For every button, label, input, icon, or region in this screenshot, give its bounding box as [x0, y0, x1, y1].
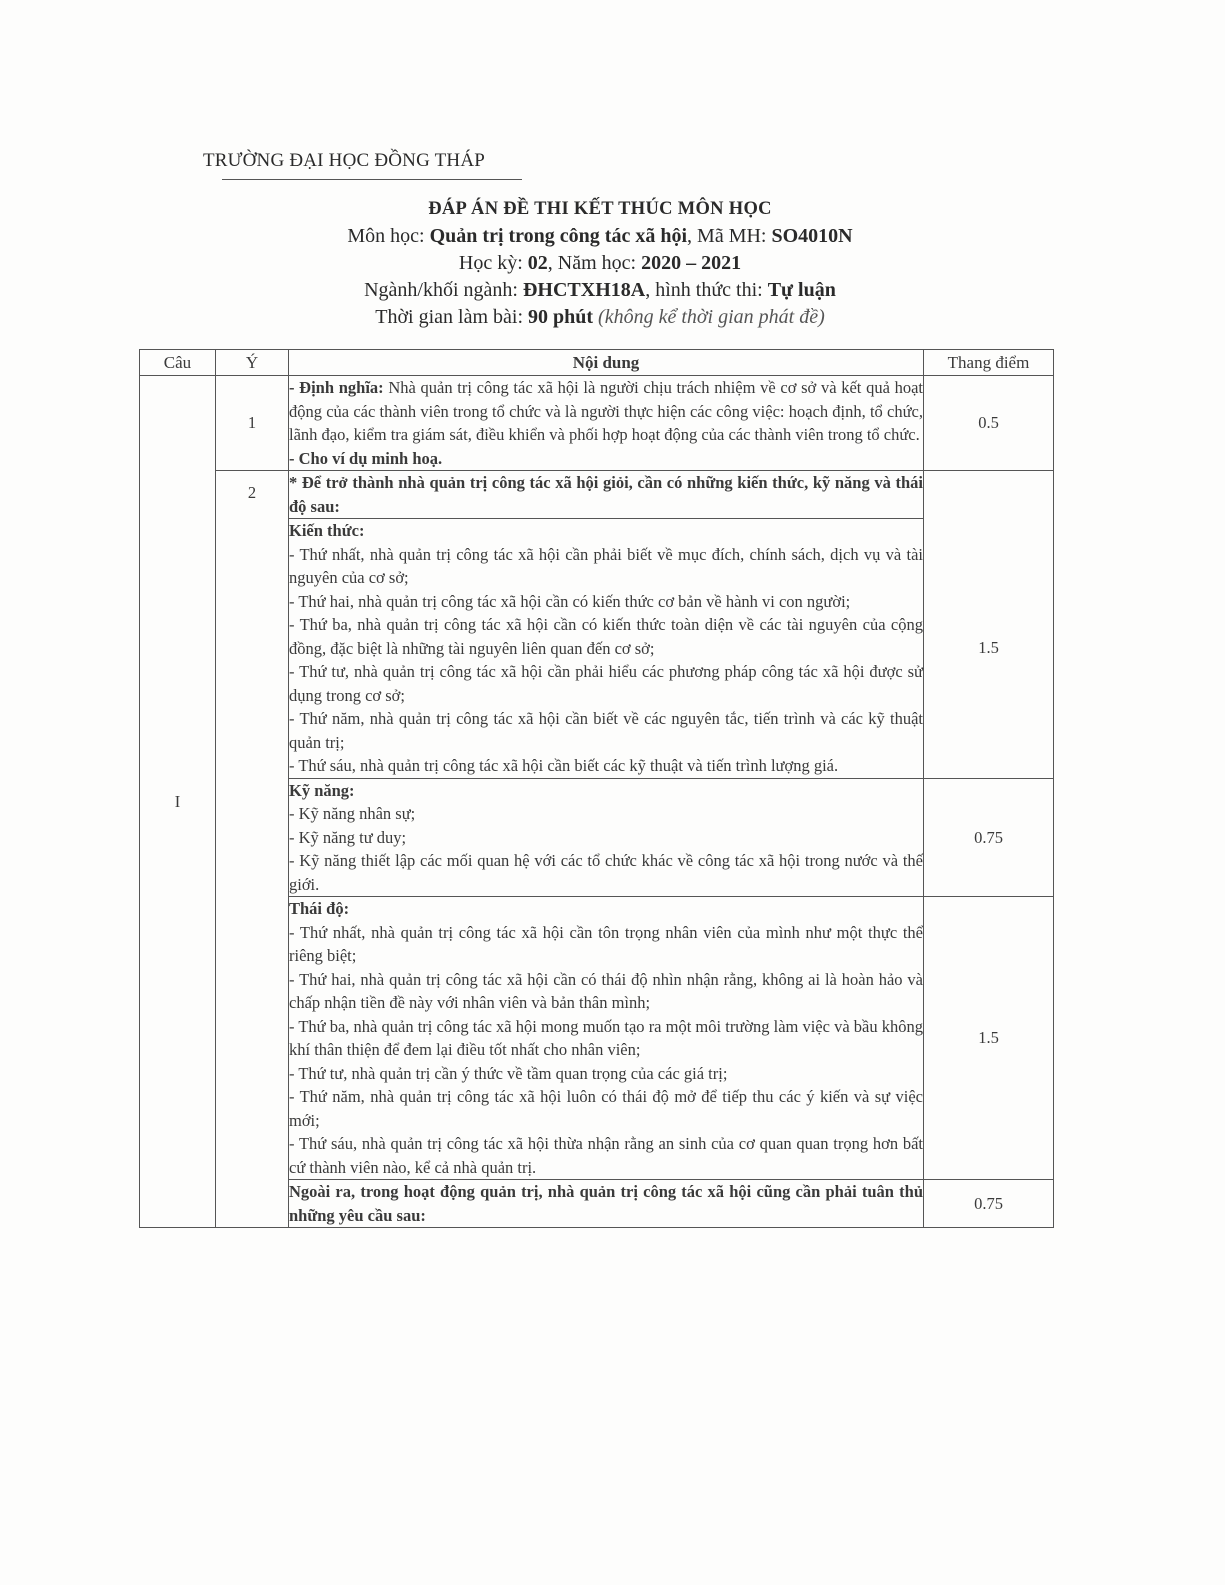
knowledge-item: - Thứ nhất, nhà quản trị công tác xã hội cần phải biết về mục đích, chính sách, dịch vụ và tài nguyên của cơ sở;: [289, 544, 923, 587]
time-prefix: Thời gian làm bài:: [375, 306, 528, 328]
school-underline: [222, 179, 522, 180]
definition-text: Nhà quản trị công tác xã hội là người chịu trách nhiệm về cơ sở và kết quả hoạt động của các thành viên trong tổ chức và là người thực hiện các công việc: hoạch định, tổ chức, lãnh đạo, kiểm tra giám sát, điều khiển và phối hợp hoạt động của các thành viên trong tổ chức.: [289, 378, 923, 444]
subject-prefix: Môn học:: [347, 225, 430, 247]
y-continued: [216, 778, 289, 897]
major-value: ĐHCTXH18A: [522, 279, 646, 301]
score-knowledge: 1.5: [924, 519, 1054, 779]
row-knowledge: [140, 519, 1054, 779]
table-header-row: [140, 350, 1054, 376]
skills-item: - Kỹ năng nhân sự;: [289, 804, 416, 823]
code-prefix: , Mã MH:: [687, 225, 772, 247]
year-prefix: , Năm học:: [547, 252, 642, 274]
major-prefix: Ngành/khối ngành:: [364, 279, 523, 301]
answer-table: [139, 349, 1054, 1228]
subject-name: Quản trị trong công tác xã hội: [429, 225, 688, 247]
attitude-item: - Thứ năm, nhà quản trị công tác xã hội luôn có thái độ mở để tiếp thu các ý kiến và sự việc mới;: [289, 1087, 923, 1130]
subject-code: SO4010N: [771, 225, 853, 247]
term-prefix: Học kỳ:: [458, 252, 528, 274]
header-score: Thang điểm: [924, 350, 1054, 376]
exam-header: [150, 196, 1050, 331]
y-number-2: 2: [216, 471, 289, 519]
header-cau: Câu: [140, 350, 216, 376]
content-attitude: [289, 897, 924, 1180]
knowledge-item: - Thứ hai, nhà quản trị công tác xã hội cần có kiến thức cơ bản về hành vi con người;: [289, 591, 851, 611]
header-content: Nội dung: [289, 350, 924, 376]
exam-title: ĐÁP ÁN ĐỀ THI KẾT THÚC MÔN HỌC: [428, 199, 772, 219]
knowledge-item: - Thứ ba, nhà quản trị công tác xã hội cần có kiến thức toàn diện về các tài nguyên của cộng đồng, đặc biệt là những tài nguyên liên quan đến cơ sở;: [289, 615, 923, 658]
score-additional: 0.75: [924, 1180, 1054, 1228]
content-skills: [289, 778, 924, 897]
header-y: Ý: [216, 350, 289, 376]
intro-text: * Để trở thành nhà quản trị công tác xã hội giỏi, cần có những kiến thức, kỹ năng và thái độ sau:: [289, 473, 923, 516]
content-additional: [289, 1180, 924, 1228]
form-value: Tự luận: [767, 279, 836, 301]
attitude-item: - Thứ hai, nhà quản trị công tác xã hội cần có thái độ nhìn nhận rằng, không ai là hoàn hảo và chấp nhận tiền đề này với nhân viên và bản thân mình;: [289, 969, 923, 1012]
major-line: [150, 277, 1050, 304]
time-value: 90 phút: [528, 306, 594, 328]
attitude-item: - Thứ sáu, nhà quản trị công tác xã hội thừa nhận rằng an sinh của cơ quan quan trọng hơn bất cứ thành viên nào, kể cả nhà quản trị.: [289, 1134, 923, 1177]
y-continued: [216, 519, 289, 779]
time-line: [150, 304, 1050, 331]
score-skills: 0.75: [924, 778, 1054, 897]
row-skills: [140, 778, 1054, 897]
knowledge-item: - Thứ sáu, nhà quản trị công tác xã hội cần biết các kỹ thuật và tiến trình lượng giá.: [289, 756, 839, 775]
skills-label: Kỹ năng:: [289, 780, 355, 800]
row-y1: [140, 376, 1054, 471]
content-definition: [289, 376, 924, 471]
y-continued: [216, 897, 289, 1180]
attitude-item: - Thứ tư, nhà quản trị cần ý thức về tầm quan trọng của các giá trị;: [289, 1063, 728, 1083]
additional-text: Ngoài ra, trong hoạt động quản trị, nhà quản trị công tác xã hội cũng cần phải tuân thủ những yêu cầu sau:: [289, 1182, 923, 1225]
knowledge-item: - Thứ năm, nhà quản trị công tác xã hội cần biết về các nguyên tắc, tiến trình và các kỹ thuật quản trị;: [289, 709, 923, 752]
y-continued: [216, 1180, 289, 1228]
example-line: - Cho ví dụ minh hoạ.: [289, 448, 443, 468]
attitude-item: - Thứ ba, nhà quản trị công tác xã hội mong muốn tạo ra một môi trường làm việc và bầu không khí thân thiện để đem lại điều tốt nhất cho nhân viên;: [289, 1016, 923, 1059]
term-line: [150, 250, 1050, 277]
school-name: TRƯỜNG ĐẠI HỌC ĐỒNG THÁP: [203, 150, 486, 171]
year-value: 2020 – 2021: [641, 252, 742, 274]
cau-number: I: [140, 376, 216, 1228]
score-blank: [924, 471, 1054, 519]
knowledge-item: - Thứ tư, nhà quản trị công tác xã hội cần phải hiểu các phương pháp công tác xã hội được sử dụng trong cơ sở;: [289, 662, 923, 705]
attitude-label: Thái độ:: [289, 899, 350, 918]
row-attitude: [140, 897, 1054, 1180]
row-additional: [140, 1180, 1054, 1228]
time-note: (không kể thời gian phát đề): [593, 306, 825, 328]
subject-line: [150, 223, 1050, 250]
score-definition: 0.5: [924, 376, 1054, 471]
score-attitude: 1.5: [924, 897, 1054, 1180]
y-number-1: 1: [216, 376, 289, 471]
row-y2-intro: [140, 471, 1054, 519]
definition-label: - Định nghĩa:: [289, 378, 384, 397]
content-intro: [289, 471, 924, 519]
form-prefix: , hình thức thi:: [645, 279, 768, 301]
definition-paragraph: [289, 376, 923, 447]
knowledge-label: Kiến thức:: [289, 521, 365, 540]
content-knowledge: [289, 519, 924, 779]
term-value: 02: [527, 252, 548, 274]
attitude-item: - Thứ nhất, nhà quản trị công tác xã hội cần tôn trọng nhân viên của mình như một thực thể riêng biệt;: [289, 922, 923, 965]
skills-item: - Kỹ năng thiết lập các mối quan hệ với các tổ chức khác về công tác xã hội trong nước và thế giới.: [289, 851, 923, 894]
skills-item: - Kỹ năng tư duy;: [289, 827, 407, 847]
